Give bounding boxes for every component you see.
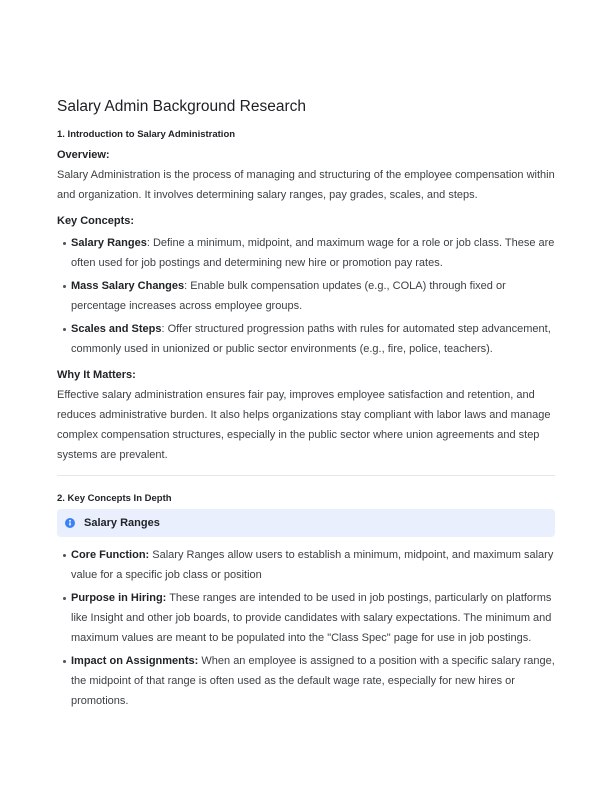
list-item [57, 319, 555, 359]
bullet-text: These ranges are intended to be used in job postings, particularly on platforms like Insight and other job boards, to provide candidates with salary expectations. The minimum and maximum values are meant to be populated into the "Class Spec" page for use in job postings. [71, 592, 552, 644]
bullet-text: : Offer structured progression paths with rules for automated step advancement, commonly used in unionized or public sector environments (e.g., fire, police, teachers). [71, 323, 551, 355]
bullet-dot-icon [63, 285, 66, 288]
bullet-term: Scales and Steps [71, 323, 162, 335]
list-item [57, 233, 555, 273]
key-concepts-list [57, 233, 555, 359]
key-concepts-label: Key Concepts: [57, 215, 135, 227]
overview-paragraph: Salary Administration is the process of managing and structuring of the employee compensation within and organization. It involves determining salary ranges, pay grades, scales, and steps. [57, 169, 555, 201]
bullet-text: Salary Ranges allow users to establish a minimum, midpoint, and maximum salary value for a specific job class or position [71, 549, 554, 581]
callout-title: Salary Ranges [84, 517, 160, 529]
bullet-dot-icon [63, 597, 66, 600]
bullet-term: Core Function: [71, 549, 150, 561]
bullet-text: When an employee is assigned to a position with a specific salary range, the midpoint of that range is often used as the default wage rate, especially for new hires or promotions. [71, 655, 555, 707]
bullet-text: : Enable bulk compensation updates (e.g., COLA) through fixed or percentage increases across employee groups. [71, 280, 506, 312]
list-item [57, 545, 555, 585]
info-icon [65, 518, 75, 528]
bullet-dot-icon [63, 554, 66, 557]
list-item [57, 651, 555, 711]
why-it-matters-label: Why It Matters: [57, 369, 136, 381]
page-title: Salary Admin Background Research [57, 98, 306, 115]
bullet-term: Impact on Assignments: [71, 655, 199, 667]
why-it-matters-paragraph: Effective salary administration ensures fair pay, improves employee satisfaction and retention, and reduces administrative burden. It also helps organizations stay compliant with labor laws and manage complex compensation structures, especially in the public sector where union agreements and step systems are prevalent. [57, 389, 551, 461]
bullet-term: Mass Salary Changes [71, 280, 185, 292]
section-1-heading: 1. Introduction to Salary Administration [57, 129, 236, 140]
bullet-dot-icon [63, 242, 66, 245]
bullet-text: : Define a minimum, midpoint, and maximum wage for a role or job class. These are often used for job postings and determining new hire or promotion pay rates. [71, 237, 555, 269]
section-divider [57, 475, 555, 476]
bullet-term: Salary Ranges [71, 237, 147, 249]
bullet-dot-icon [63, 328, 66, 331]
bullet-dot-icon [63, 660, 66, 663]
overview-label: Overview: [57, 149, 110, 161]
bullet-term: Purpose in Hiring: [71, 592, 167, 604]
callout-salary-ranges [57, 509, 555, 537]
section-2-heading: 2. Key Concepts In Depth [57, 493, 172, 504]
list-item [57, 276, 555, 316]
salary-ranges-detail-list [57, 545, 555, 711]
list-item [57, 588, 555, 648]
